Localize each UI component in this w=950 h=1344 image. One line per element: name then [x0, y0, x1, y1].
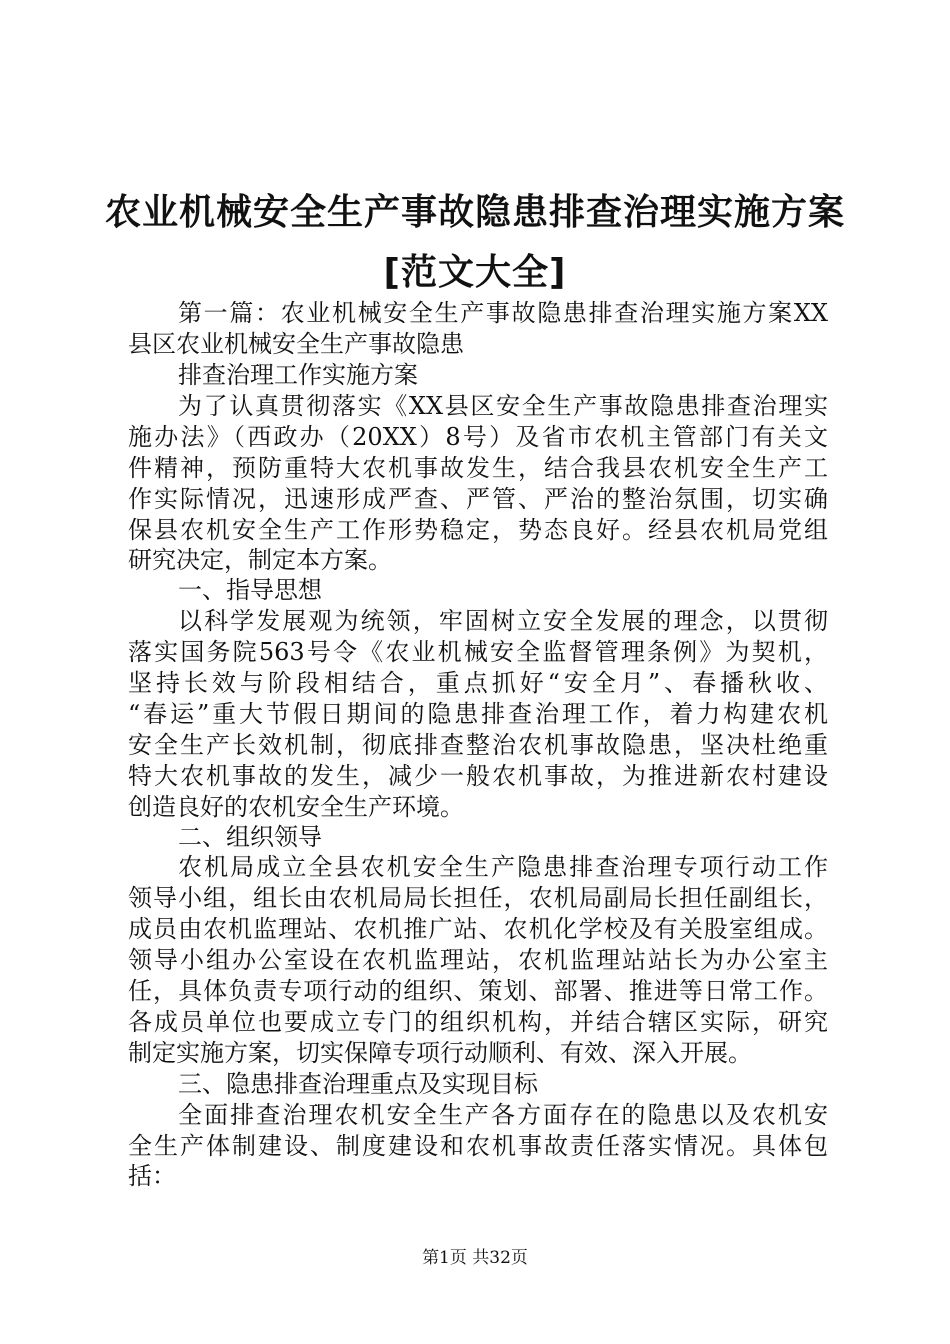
body-line: 创造良好的农机安全生产环境。	[128, 793, 464, 821]
body-line: 全生产体制建设、制度建设和农机事故责任落实情况。具体包	[128, 1132, 828, 1160]
body-line: 括：	[128, 1162, 176, 1190]
body-line: 件精神，预防重特大农机事故发生，结合我县农机安全生产工	[128, 454, 828, 482]
body-line: 坚持长效与阶段相结合，重点抓好“安全月”、春播秋收、	[128, 669, 828, 697]
body-line: 以科学发展观为统领，牢固树立安全发展的理念，以贯彻	[178, 607, 828, 635]
document-title: 农业机械安全生产事故隐患排查治理实施方案	[104, 192, 845, 233]
body-line: 第一篇：农业机械安全生产事故隐患排查治理实施方案XX	[178, 299, 828, 327]
body-line: 作实际情况，迅速形成严查、严管、严治的整治氛围，切实确	[128, 485, 828, 513]
body-line: 农机局成立全县农机安全生产隐患排查治理专项行动工作	[178, 853, 828, 881]
body-line: 施办法》（西政办（20XX）8号）及省市农机主管部门有关文	[128, 423, 828, 451]
body-line: 为了认真贯彻落实《XX县区安全生产事故隐患排查治理实	[178, 392, 828, 420]
body-line: 成员由农机监理站、农机推广站、农机化学校及有关股室组成。	[128, 915, 828, 943]
body-line: 县区农业机械安全生产事故隐患	[128, 330, 464, 358]
body-line: “春运”重大节假日期间的隐患排查治理工作，着力构建农机	[128, 700, 828, 728]
body-line: 领导小组，组长由农机局局长担任，农机局副局长担任副组长，	[128, 884, 828, 912]
body-line: 制定实施方案，切实保障专项行动顺利、有效、深入开展。	[128, 1039, 752, 1067]
section-heading: 三、隐患排查治理重点及实现目标	[178, 1070, 538, 1098]
body-line: 领导小组办公室设在农机监理站，农机监理站站长为办公室主	[128, 946, 828, 974]
body-line: 排查治理工作实施方案	[178, 361, 418, 389]
body-line: 研究决定，制定本方案。	[128, 546, 392, 574]
body-line: 安全生产长效机制，彻底排查整治农机事故隐患，坚决杜绝重	[128, 731, 828, 759]
body-line: 保县农机安全生产工作形势稳定，势态良好。经县农机局党组	[128, 516, 828, 544]
body-line: 任，具体负责专项行动的组织、策划、部署、推进等日常工作。	[128, 977, 828, 1005]
body-line: 全面排查治理农机安全生产各方面存在的隐患以及农机安	[178, 1101, 828, 1129]
section-heading: 二、组织领导	[178, 823, 322, 851]
body-line: 落实国务院563号令《农业机械安全监督管理条例》为契机，	[128, 638, 828, 666]
section-heading: 一、指导思想	[178, 576, 322, 604]
page-footer: 第1页 共32页	[422, 1248, 528, 1268]
document-subtitle: [范文大全]	[383, 252, 567, 293]
body-line: 特大农机事故的发生，减少一般农机事故，为推进新农村建设	[128, 762, 828, 790]
body-line: 各成员单位也要成立专门的组织机构，并结合辖区实际，研究	[128, 1008, 828, 1036]
